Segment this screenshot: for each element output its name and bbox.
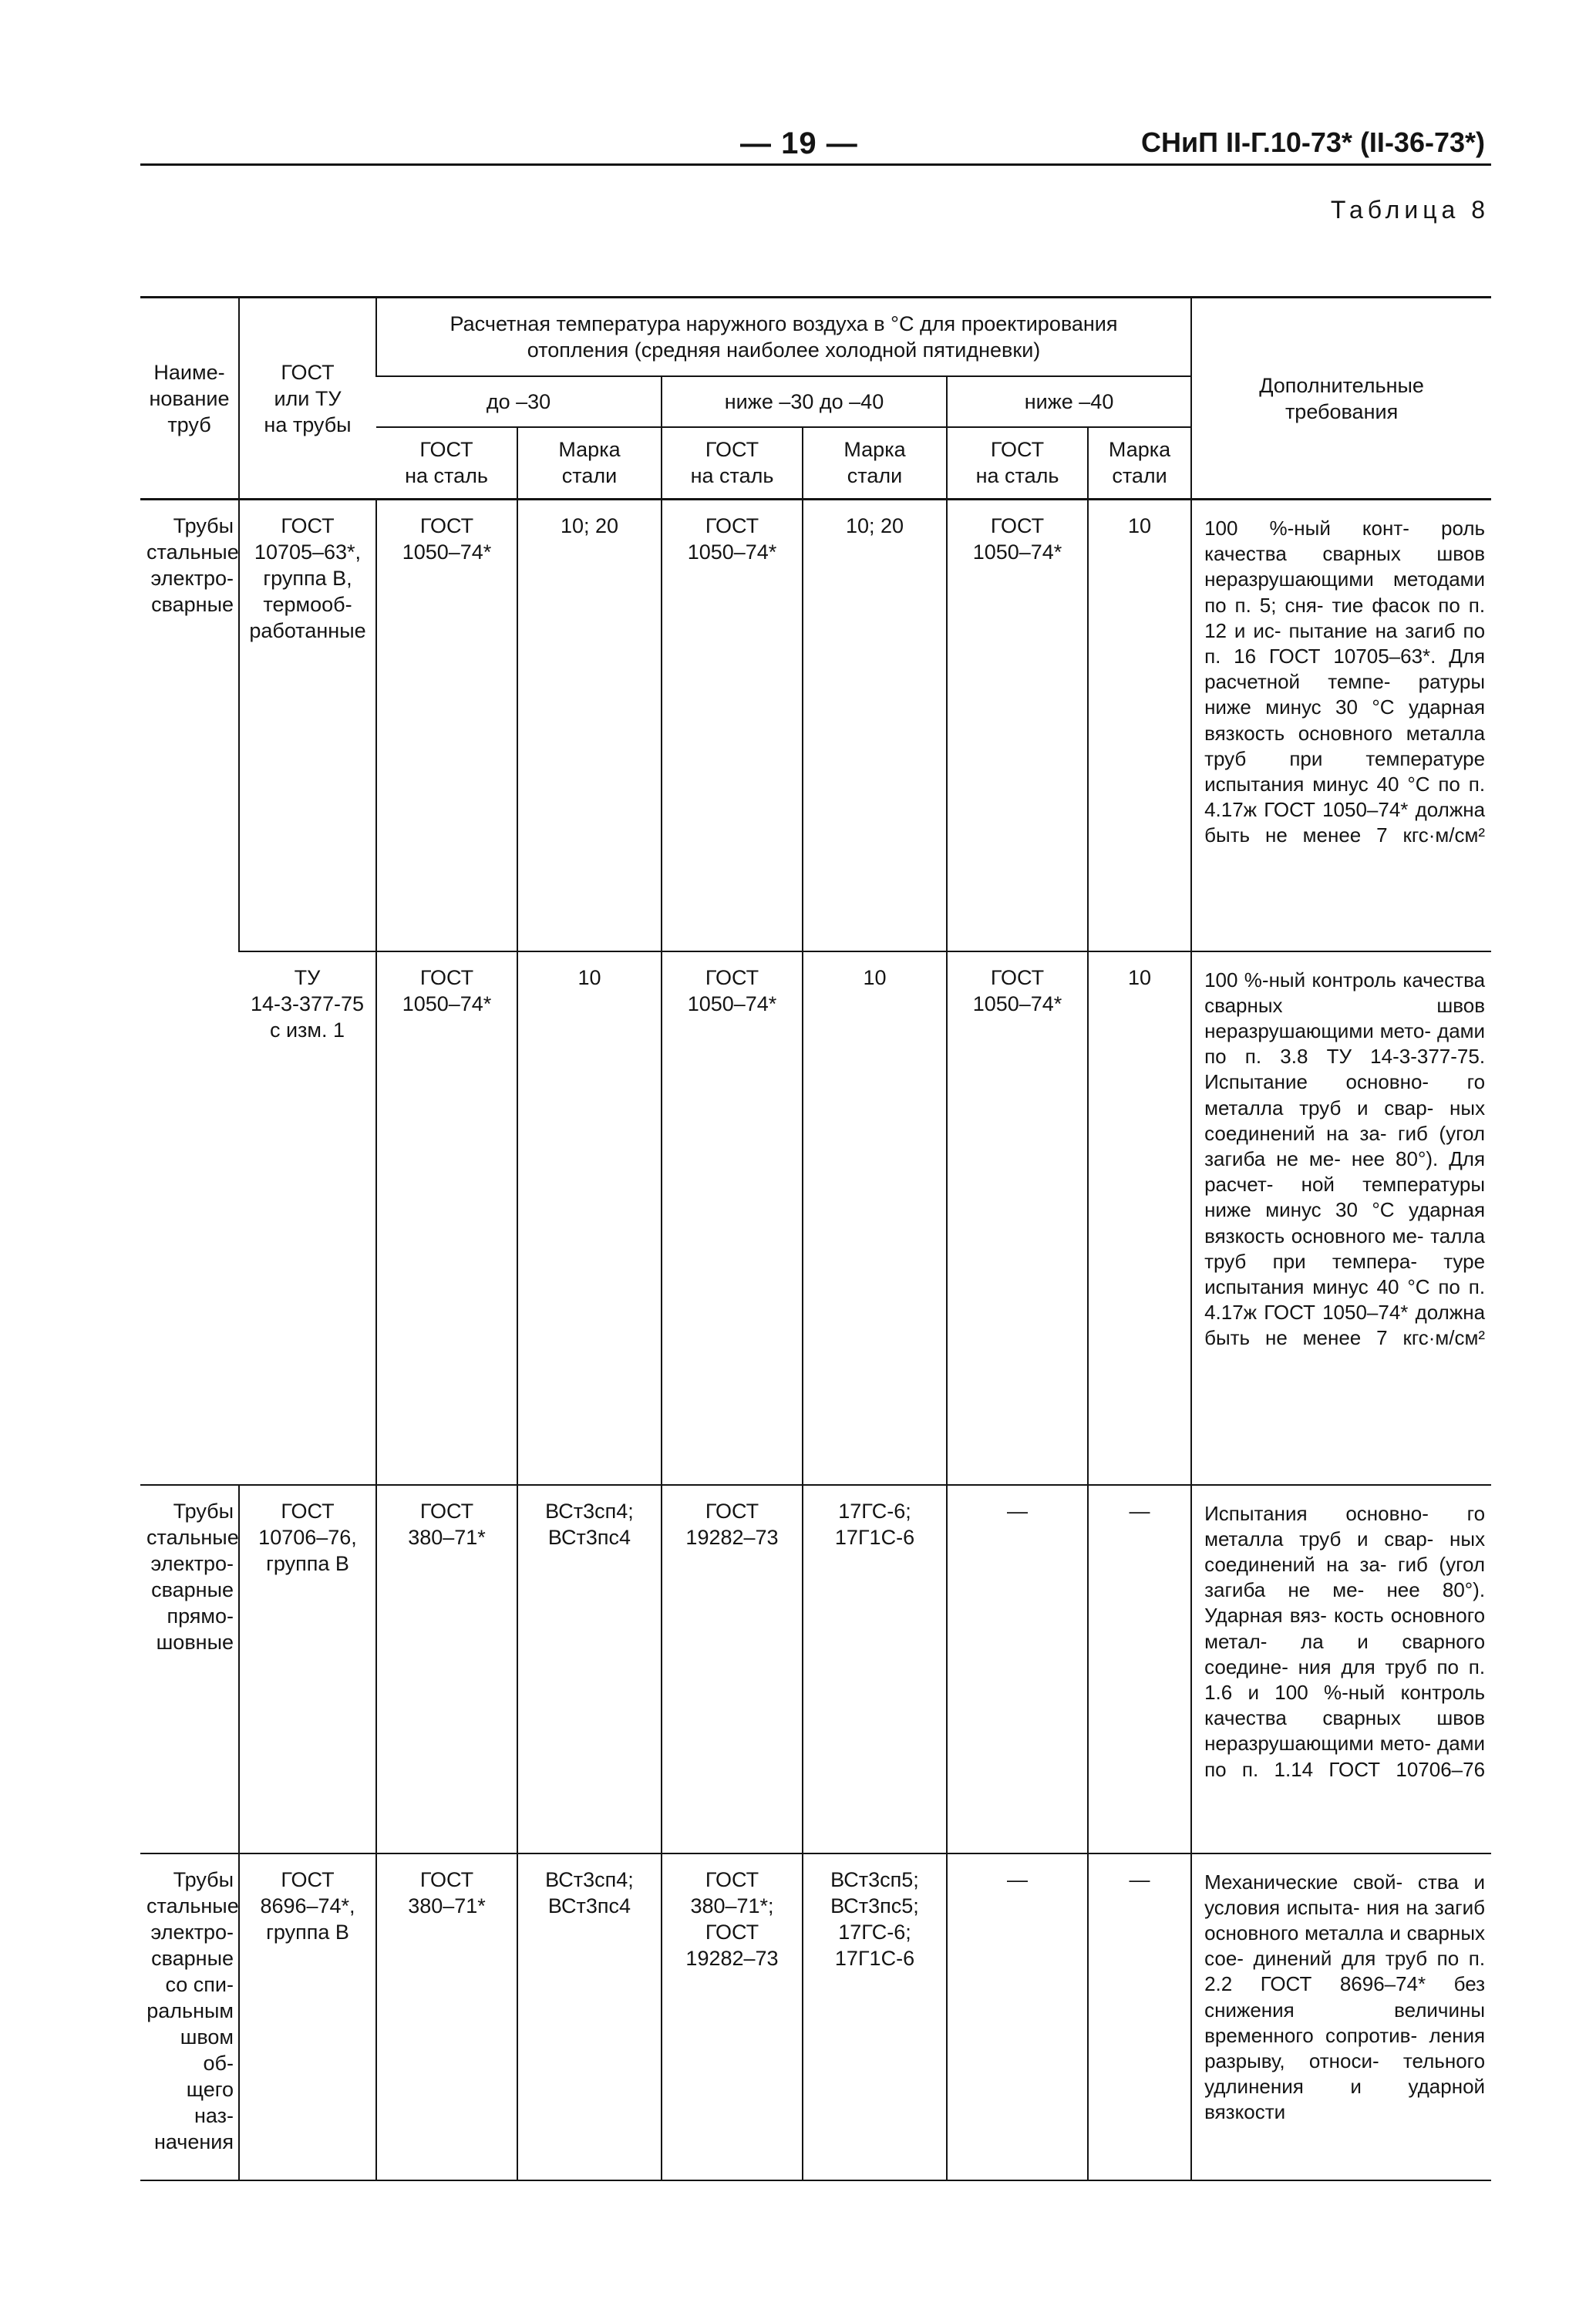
requirements-table: [140, 296, 1491, 2181]
cell-additional-requirements: 100 %-ный контроль качества сварных швов неразрушающими мето- дами по п. 3.8 ТУ 14-3-377-75. Испытание основно- го металла труб и свар- ных соединений на за- гиб (угол загиба не ме- нее 80°). Для расчет- ной температуры ниже минус 30 °С ударная вязкость основного ме- талла труб при темпера- туре испытания минус 40 °С по п. 4.17ж ГОСТ 1050–74* должна быть не менее 7 кгс·м/см²: [1191, 951, 1491, 1485]
cell-pipe-name: Трубы стальные электро- сварные: [140, 500, 239, 1485]
cell-gost-steel-1: ГОСТ 380–71*: [376, 1853, 517, 2180]
cell-grade-1: 10: [517, 951, 662, 1485]
cell-grade-2: ВСт3сп5; ВСт3пс5; 17ГС-6; 17Г1С-6: [803, 1853, 947, 2180]
table-row: [140, 1485, 1491, 1853]
cell-gost-tu: ГОСТ 10706–76, группа В: [239, 1485, 376, 1853]
cell-pipe-name: Трубы стальные электро- сварные со спи- ральным швом об- щего наз- начения: [140, 1853, 239, 2180]
cell-additional-requirements: Механические свой- ства и условия испыта- ния на загиб основного металла и сварных сое- динений для труб по п. 2.2 ГОСТ 8696–74* без снижения величины временного сопротив- ления разрыву, относи- тельного удлинения и ударной вязкости: [1191, 1853, 1491, 2180]
cell-gost-tu: ТУ 14-3-377-75 с изм. 1: [239, 951, 376, 1485]
cell-grade-3: —: [1088, 1853, 1191, 2180]
table-row: [140, 1853, 1491, 2180]
cell-gost-steel-1: ГОСТ 1050–74*: [376, 500, 517, 951]
cell-grade-3: —: [1088, 1485, 1191, 1853]
cell-grade-2: 10; 20: [803, 500, 947, 951]
cell-gost-steel-2: ГОСТ 1050–74*: [662, 500, 803, 951]
cell-gost-steel-1: ГОСТ 1050–74*: [376, 951, 517, 1485]
cell-grade-1: ВСт3сп4; ВСт3пс4: [517, 1485, 662, 1853]
cell-grade-1: 10; 20: [517, 500, 662, 951]
cell-gost-steel-3: —: [947, 1853, 1088, 2180]
col-header-range-2: ниже –30 до –40: [662, 376, 947, 427]
col-header-additional: Дополнительные требования: [1191, 298, 1491, 500]
col-header-range-3: ниже –40: [947, 376, 1191, 427]
cell-pipe-name: Трубы стальные электро- сварные прямо- шовные: [140, 1485, 239, 1853]
table-label: Таблица 8: [1330, 196, 1490, 224]
col-header-temperature: Расчетная температура наружного воздуха в °С для проектирования отопления (средняя наиболее холодной пятидневки): [376, 298, 1191, 376]
col-header-gost-steel-3: ГОСТ на сталь: [947, 427, 1088, 500]
cell-grade-3: 10: [1088, 951, 1191, 1485]
cell-grade-2: 10: [803, 951, 947, 1485]
cell-gost-steel-2: ГОСТ 1050–74*: [662, 951, 803, 1485]
cell-gost-steel-2: ГОСТ 380–71*; ГОСТ 19282–73: [662, 1853, 803, 2180]
cell-gost-tu: ГОСТ 10705–63*, группа В, термооб- работанные: [239, 500, 376, 951]
col-header-gost-steel-2: ГОСТ на сталь: [662, 427, 803, 500]
col-header-grade-1: Марка стали: [517, 427, 662, 500]
cell-grade-3: 10: [1088, 500, 1191, 951]
page-number: — 19 —: [740, 126, 858, 160]
col-header-gost-steel-1: ГОСТ на сталь: [376, 427, 517, 500]
header-rule: [140, 163, 1491, 166]
table-row: [140, 500, 1491, 951]
cell-gost-steel-3: ГОСТ 1050–74*: [947, 500, 1088, 951]
col-header-gost-tu: ГОСТ или ТУ на трубы: [239, 298, 376, 500]
cell-gost-steel-3: ГОСТ 1050–74*: [947, 951, 1088, 1485]
col-header-range-1: до –30: [376, 376, 662, 427]
cell-grade-1: ВСт3сп4; ВСт3пс4: [517, 1853, 662, 2180]
cell-additional-requirements: Испытания основно- го металла труб и свар- ных соединений на за- гиб (угол загиба не ме- нее 80°). Ударная вяз- кость основного метал- ла и сварного соедине- ния для труб по п. 1.6 и 100 %-ный контроль качества сварных швов неразрушающими мето- дами по п. 1.14 ГОСТ 10706–76: [1191, 1485, 1491, 1853]
cell-grade-2: 17ГС-6; 17Г1С-6: [803, 1485, 947, 1853]
col-header-grade-2: Марка стали: [803, 427, 947, 500]
document-code: СНиП II-Г.10-73* (II-36-73*): [1140, 126, 1485, 158]
cell-gost-steel-3: —: [947, 1485, 1088, 1853]
cell-gost-steel-1: ГОСТ 380–71*: [376, 1485, 517, 1853]
table-row: [140, 951, 1491, 1485]
cell-additional-requirements: 100 %-ный конт- роль качества сварных швов неразрушающими методами по п. 5; сня- тие фасок по п. 12 и ис- пытание на загиб по п. 16 ГОСТ 10705–63*. Для расчетной темпе- ратуры ниже минус 30 °С ударная вязкость основного металла труб при температуре испытания минус 40 °С по п. 4.17ж ГОСТ 1050–74* должна быть не менее 7 кгс·м/см²: [1191, 500, 1491, 951]
col-header-grade-3: Марка стали: [1088, 427, 1191, 500]
cell-gost-tu: ГОСТ 8696–74*, группа В: [239, 1853, 376, 2180]
cell-gost-steel-2: ГОСТ 19282–73: [662, 1485, 803, 1853]
col-header-name: Наиме- нование труб: [140, 298, 239, 500]
